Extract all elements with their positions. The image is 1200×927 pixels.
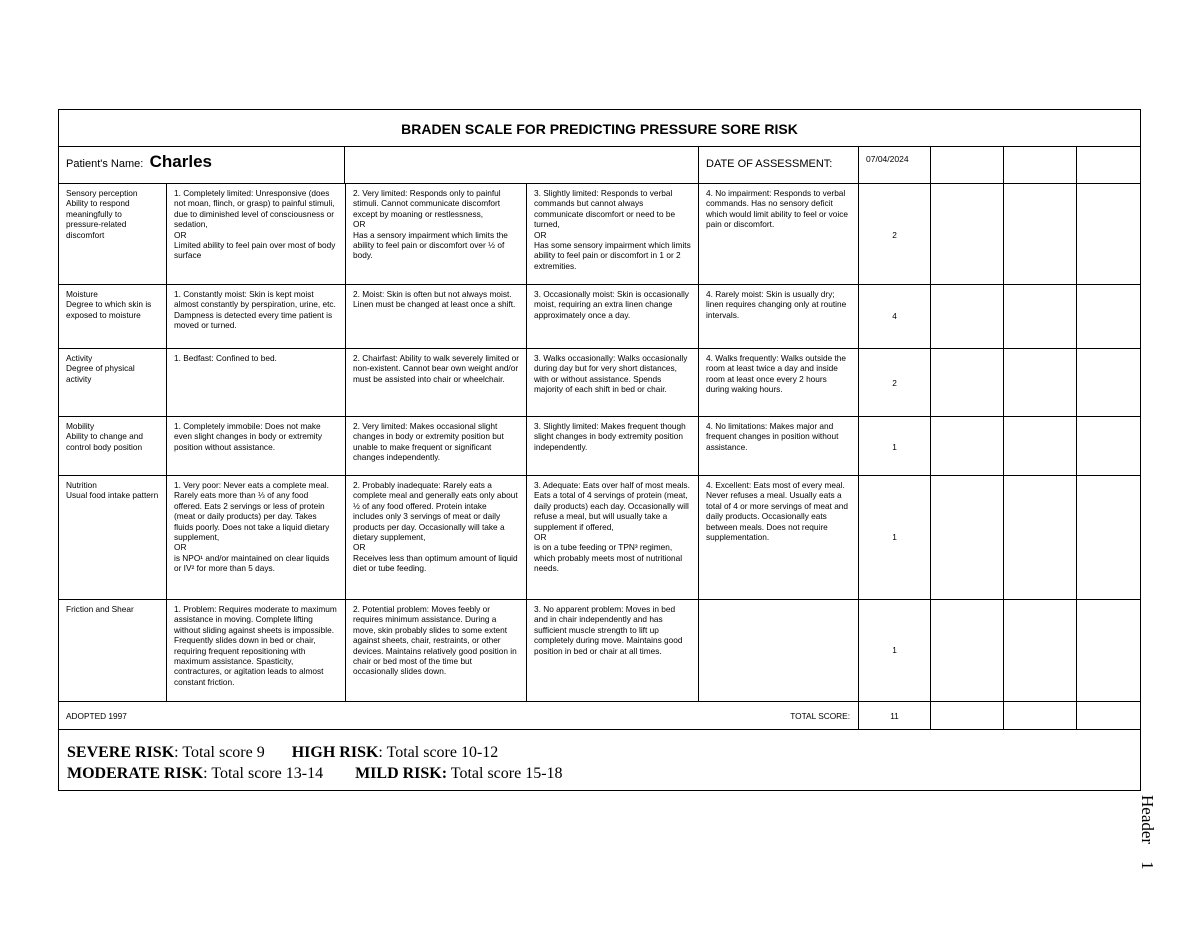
criteria-cell: 2. Probably inadequate: Rarely eats a complete meal and generally eats only about ½ of any food offered. Protein intake includes only 3 servings of meat or daily products per day. Occasionally will take a dietary supplement, OR Receives less than optimum amount of liquid diet or tube feeding. xyxy=(346,476,527,600)
blank-cell xyxy=(1077,476,1140,600)
blank-cell xyxy=(1077,184,1140,285)
blank-cell xyxy=(1077,600,1140,702)
high-risk-text: : Total score 10-12 xyxy=(378,744,499,761)
criteria-cell: 1. Bedfast: Confined to bed. xyxy=(167,349,346,417)
severe-risk-text: : Total score 9 xyxy=(174,744,265,761)
date-value-cell xyxy=(859,147,931,184)
score-cell: 2 xyxy=(859,184,931,285)
mild-risk-text: Total score 15-18 xyxy=(447,765,563,782)
criteria-cell: 3. Slightly limited: Responds to verbal commands but cannot always communicate discomfort or need to be turned, OR Has some sensory impairment which limits ability to feel pain or discomfort in 1 or 2 extremities. xyxy=(527,184,699,285)
blank-cell xyxy=(931,349,1004,417)
legend-line-1 xyxy=(67,742,563,763)
date-label: DATE OF ASSESSMENT: xyxy=(706,158,833,170)
criteria-cell: 1. Completely limited: Unresponsive (does not moan, flinch, or grasp) to painful stimuli, due to diminished level of consciousness or sedation, OR Limited ability to feel pain over most of body surface xyxy=(167,184,346,285)
criteria-cell: 2. Potential problem: Moves feebly or requires minimum assistance. During a move, skin probably slides to some extent against sheets, chair, restraints, or other devices. Maintains relatively good position in chair or bed most of the time but occasionally slides down. xyxy=(346,600,527,702)
score-cell: 2 xyxy=(859,349,931,417)
blank-cell xyxy=(931,417,1004,476)
braden-scale-form xyxy=(58,109,1141,791)
date-label-cell xyxy=(699,147,859,184)
score-cell: 1 xyxy=(859,476,931,600)
severe-risk-label: SEVERE RISK xyxy=(67,744,175,761)
blank-cell xyxy=(1004,417,1077,476)
row-label: Activity Degree of physical activity xyxy=(59,349,167,417)
blank-cell xyxy=(1004,184,1077,285)
criteria-cell: 2. Moist: Skin is often but not always moist. Linen must be changed at least once a shift. xyxy=(346,285,527,349)
criteria-cell: 3. No apparent problem: Moves in bed and in chair independently and has sufficient muscle strength to lift up completely during move. Maintains good position in bed or chair at all times. xyxy=(527,600,699,702)
criteria-cell: 2. Very limited: Makes occasional slight changes in body or extremity position but unable to make frequent or significant changes independently. xyxy=(346,417,527,476)
legend-line-2 xyxy=(67,763,563,784)
patient-name-label: Patient's Name: xyxy=(66,158,144,170)
moderate-risk-text: : Total score 13-14 xyxy=(203,765,324,782)
criteria-cell: 1. Very poor: Never eats a complete meal. Rarely eats more than ⅓ of any food offered. Eats 2 servings or less of protein (meat or daily products) per day. Takes fluids poorly. Does not take a liquid dietary supplement, OR is NPO¹ and/or maintained on clear liquids or IV² for more than 5 days. xyxy=(167,476,346,600)
criteria-cell xyxy=(699,600,859,702)
row-label: Nutrition Usual food intake pattern xyxy=(59,476,167,600)
row-label: Moisture Degree to which skin is exposed to moisture xyxy=(59,285,167,349)
score-cell: 4 xyxy=(859,285,931,349)
patient-name-cell xyxy=(59,147,345,184)
criteria-cell: 1. Constantly moist: Skin is kept moist almost constantly by perspiration, urine, etc. Dampness is detected every time patient is moved or turned. xyxy=(167,285,346,349)
row-label: Mobility Ability to change and control body position xyxy=(59,417,167,476)
adopted-note: ADOPTED 1997 xyxy=(66,711,127,721)
blank-cell xyxy=(1004,349,1077,417)
blank-cell xyxy=(931,184,1004,285)
total-score-label: TOTAL SCORE: xyxy=(790,711,850,721)
blank-cell xyxy=(1077,417,1140,476)
rotated-page-header xyxy=(1135,795,1161,885)
risk-legend xyxy=(67,742,563,784)
page-header-text: Header 1 xyxy=(1138,795,1157,870)
criteria-cell: 4. No impairment: Responds to verbal commands. Has no sensory deficit which would limit ability to feel or voice pain or discomfort. xyxy=(699,184,859,285)
criteria-cell: 2. Chairfast: Ability to walk severely limited or non-existent. Cannot bear own weight and/or must be assisted into chair or wheelchair. xyxy=(346,349,527,417)
criteria-cell: 1. Completely immobile: Does not make even slight changes in body or extremity position without assistance. xyxy=(167,417,346,476)
criteria-cell: 4. Excellent: Eats most of every meal. Never refuses a meal. Usually eats a total of 4 or more servings of meat and daily products. Occasionally eats between meals. Does not require supplementation. xyxy=(699,476,859,600)
date-value: 07/04/2024 xyxy=(866,154,909,164)
patient-name-value: Charles xyxy=(149,152,212,171)
blank-cell xyxy=(1004,476,1077,600)
total-score-value: 11 xyxy=(859,702,931,730)
high-risk-label: HIGH RISK xyxy=(291,744,379,761)
date-extra-3 xyxy=(1077,147,1140,184)
blank-cell xyxy=(1077,702,1140,730)
criteria-cell: 3. Occasionally moist: Skin is occasionally moist, requiring an extra linen change approximately once a day. xyxy=(527,285,699,349)
blank-cell xyxy=(931,600,1004,702)
blank-cell xyxy=(1004,702,1077,730)
criteria-cell: 4. Walks frequently: Walks outside the room at least twice a day and inside room at least once every 2 hours during waking hours. xyxy=(699,349,859,417)
criteria-cell: 3. Slightly limited: Makes frequent though slight changes in body extremity position independently. xyxy=(527,417,699,476)
score-cell: 1 xyxy=(859,417,931,476)
patient-name-blank xyxy=(345,147,699,184)
date-extra-2 xyxy=(1004,147,1077,184)
blank-cell xyxy=(931,702,1004,730)
score-cell: 1 xyxy=(859,600,931,702)
criteria-cell: 3. Walks occasionally: Walks occasionally during day but for very short distances, with or without assistance. Spends majority of each shift in bed or chair. xyxy=(527,349,699,417)
row-label: Friction and Shear xyxy=(59,600,167,702)
criteria-cell: 3. Adequate: Eats over half of most meals. Eats a total of 4 servings of protein (meat, daily products) each day. Occasionally will refuse a meal, but will usually take a supplement if offered, OR is on a tube feeding or TPN³ regimen, which probably meets most of nutritional needs. xyxy=(527,476,699,600)
form-title: BRADEN SCALE FOR PREDICTING PRESSURE SORE RISK xyxy=(59,110,1140,147)
mild-risk-label: MILD RISK: xyxy=(355,765,448,782)
moderate-risk-label: MODERATE RISK xyxy=(67,765,204,782)
row-label: Sensory perception Ability to respond meaningfully to pressure-related discomfort xyxy=(59,184,167,285)
blank-cell xyxy=(1077,285,1140,349)
criteria-cell: 1. Problem: Requires moderate to maximum assistance in moving. Complete lifting without sliding against sheets is impossible. Frequently slides down in bed or chair, requiring frequent repositioning with maximum assistance. Spasticity, contractures, or agitation leads to almost constant friction. xyxy=(167,600,346,702)
date-extra-1 xyxy=(931,147,1004,184)
criteria-cell: 4. Rarely moist: Skin is usually dry; linen requires changing only at routine intervals. xyxy=(699,285,859,349)
criteria-cell: 2. Very limited: Responds only to painful stimuli. Cannot communicate discomfort except by moaning or restlessness, OR Has a sensory impairment which limits the ability to feel pain or discomfort over ½ of body. xyxy=(346,184,527,285)
blank-cell xyxy=(1004,600,1077,702)
blank-cell xyxy=(1077,349,1140,417)
criteria-cell: 4. No limitations: Makes major and frequent changes in position without assistance. xyxy=(699,417,859,476)
blank-cell xyxy=(931,476,1004,600)
footer-left-cell xyxy=(59,702,859,730)
blank-cell xyxy=(1004,285,1077,349)
blank-cell xyxy=(931,285,1004,349)
